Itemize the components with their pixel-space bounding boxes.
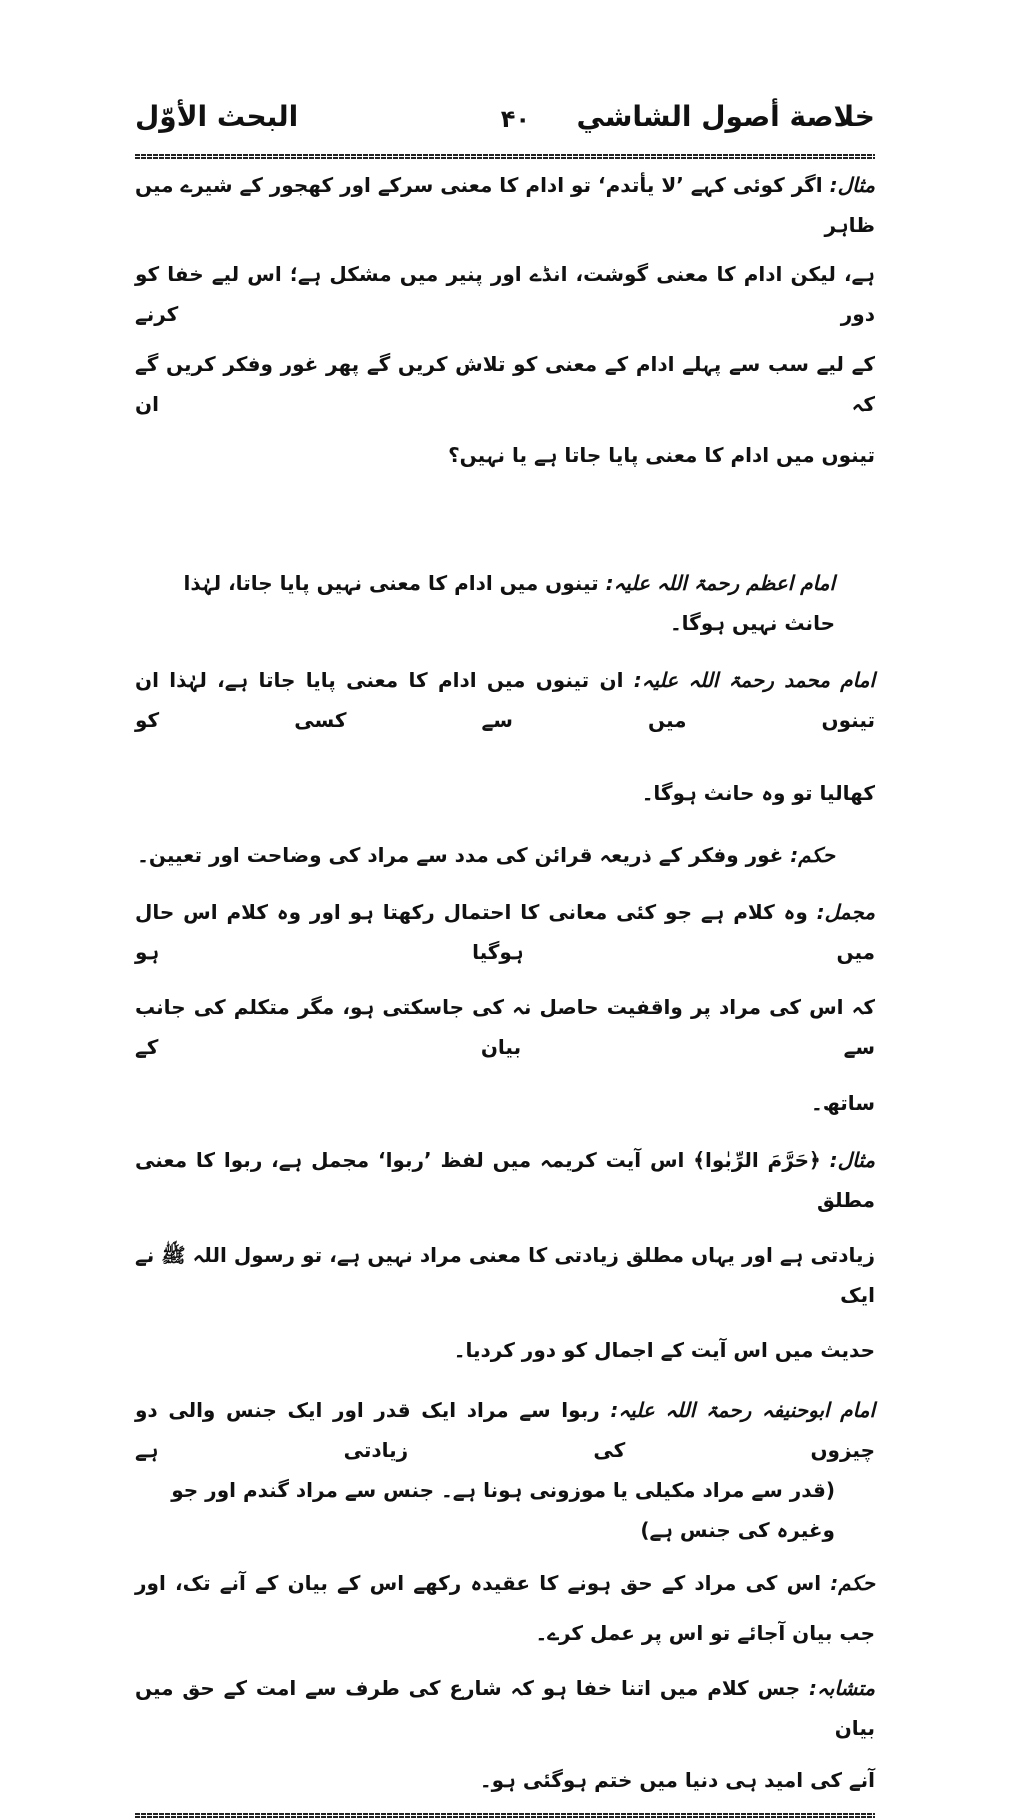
text-line (135, 773, 875, 813)
body-lines (135, 165, 875, 1800)
line-text: تینوں میں ادام کا معنی پایا جاتا ہے یا نہیں؟ (448, 443, 875, 467)
text-line (135, 660, 875, 740)
text-line (135, 1470, 875, 1550)
line-text: ہے، لیکن ادام کا معنی گوشت، انڈے اور پنیر میں مشکل ہے؛ اس لیے خفا کو دور کرنے (135, 262, 875, 326)
text-line (135, 1235, 875, 1315)
text-line (135, 165, 875, 245)
running-header (135, 100, 875, 150)
term-label: حکم: (790, 843, 835, 867)
term-label: امام ابوحنیفہ رحمۃ اللہ علیہ: (610, 1398, 876, 1422)
section-title: البحث الأوّل (135, 100, 299, 133)
term-label: مثال: (829, 1148, 875, 1172)
line-text: کہ اس کی مراد پر واقفیت حاصل نہ کی جاسکتی ہو، مگر متکلم کی جانب سے بیان کے (135, 995, 875, 1059)
text-line (135, 1563, 875, 1603)
term-label: مثال: (829, 173, 875, 197)
text-line (135, 344, 875, 424)
line-text: ساتھ۔ (810, 1091, 875, 1115)
text-line (135, 1668, 875, 1748)
text-line (135, 1330, 875, 1370)
text-line (135, 563, 875, 643)
term-label: متشابہ: (809, 1676, 875, 1700)
line-text: اگر کوئی کہے ’لا یأتدم‘ تو ادام کا معنی سرکے اور کھجور کے شیرے میں ظاہر (135, 173, 875, 237)
line-text: (قدر سے مراد مکیلی یا موزونی ہونا ہے۔ جنس سے مراد گندم اور جو وغیرہ کی جنس ہے) (171, 1478, 835, 1542)
text-line (135, 1390, 875, 1470)
term-label: امام محمد رحمۃ اللہ علیہ: (633, 668, 875, 692)
line-text: کے لیے سب سے پہلے ادام کے معنی کو تلاش کریں گے پھر غور وفکر کریں گے کہ ان (135, 352, 875, 416)
page-body (135, 165, 875, 1818)
text-line (135, 1083, 875, 1123)
text-line (135, 435, 875, 475)
text-line (135, 892, 875, 972)
line-text: ربوا سے مراد ایک قدر اور ایک جنس والی دو چیزوں کی زیادتی ہے (135, 1398, 875, 1462)
text-line (135, 835, 875, 875)
page-number: ۴۰ (500, 105, 530, 133)
header-rule (135, 154, 875, 159)
text-line (135, 987, 875, 1067)
text-line (135, 1613, 875, 1653)
footer-rule (135, 1813, 875, 1818)
line-text: غور وفکر کے ذریعہ قرائن کی مدد سے مراد کی وضاحت اور تعیین۔ (137, 843, 791, 867)
line-text: وہ کلام ہے جو کئی معانی کا احتمال رکھتا ہو اور وہ کلام اس حال میں ہوگیا ہو (135, 900, 875, 964)
line-text: تینوں میں ادام کا معنی نہیں پایا جاتا، لہٰذا حانث نہیں ہوگا۔ (183, 571, 835, 635)
line-text: زیادتی ہے اور یہاں مطلق زیادتی کا معنی مراد نہیں ہے، تو رسول اللہ ﷺ نے ایک (135, 1243, 875, 1307)
line-text: ﴿حَرَّمَ الرِّبٰوا﴾ اس آیت کریمہ میں لفظ ’ربوا‘ مجمل ہے، ربوا کا معنی مطلق (135, 1148, 875, 1212)
line-text: جس کلام میں اتنا خفا ہو کہ شارع کی طرف سے امت کے حق میں بیان (135, 1676, 875, 1740)
book-title: خلاصة أصول الشاشي (576, 100, 875, 133)
line-text: اس کی مراد کے حق ہونے کا عقیدہ رکھے اس کے بیان کے آنے تک، اور (135, 1571, 831, 1595)
text-line (135, 1760, 875, 1800)
text-line (135, 1140, 875, 1220)
line-text: جب بیان آجائے تو اس پر عمل کرے۔ (535, 1621, 875, 1645)
line-text: کھالیا تو وہ حانث ہوگا۔ (641, 781, 875, 805)
term-label: مجمل: (816, 900, 875, 924)
term-label: امام اعظم رحمۃ اللہ علیہ: (605, 571, 835, 595)
line-text: ان تینوں میں ادام کا معنی پایا جاتا ہے، لہٰذا ان تینوں میں سے کسی کو (135, 668, 875, 732)
line-text: آنے کی امید ہی دنیا میں ختم ہوگئی ہو۔ (479, 1768, 875, 1792)
text-line (135, 254, 875, 334)
line-text: حدیث میں اس آیت کے اجمال کو دور کردیا۔ (453, 1338, 875, 1362)
term-label: حکم: (830, 1571, 875, 1595)
